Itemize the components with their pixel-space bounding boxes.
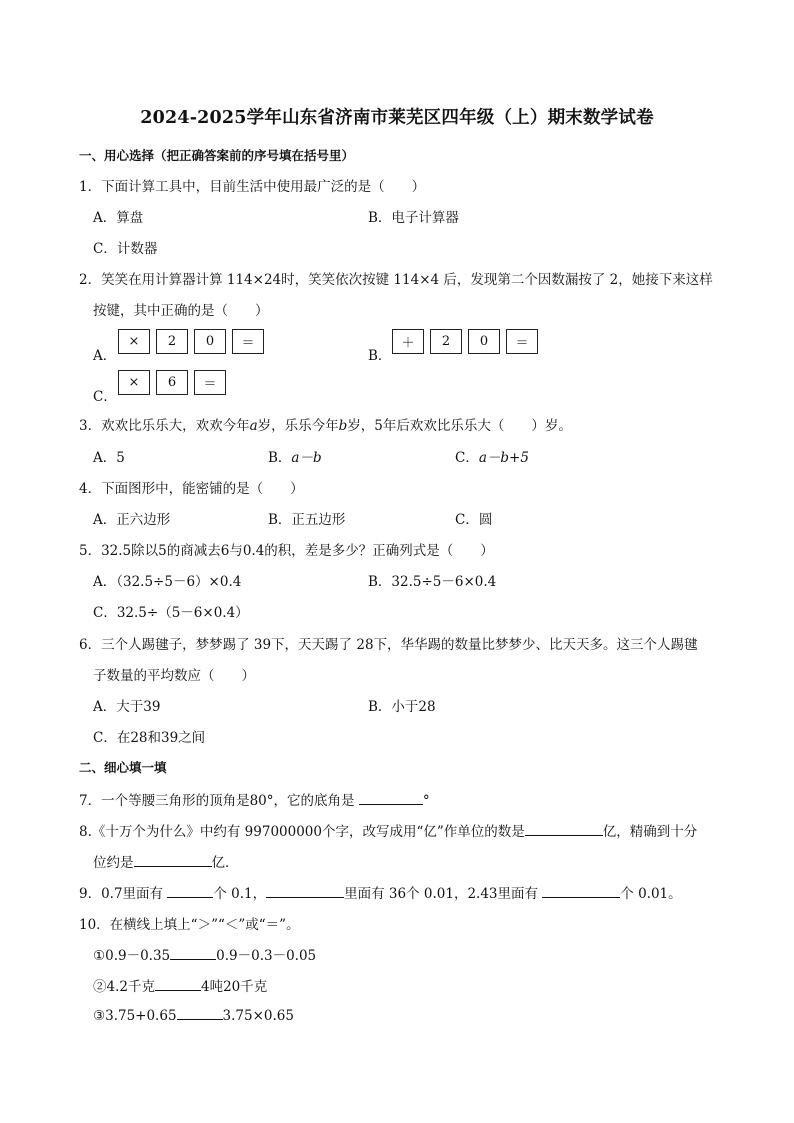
calculator-key: ＝ (194, 370, 226, 395)
question-4-stem: 4．下面图形中，能密铺的是（ ） (79, 481, 304, 497)
q8-text: 位约是 (93, 855, 134, 871)
q5-option-a: A．（32.5÷5－6）×0.4 (93, 574, 242, 590)
section-1-heading: 一、用心选择（把正确答案前的序号填在括号里） (79, 148, 355, 163)
q2-option-c-keys (118, 370, 232, 395)
q9-text: 9．0.7里面有 (79, 886, 168, 902)
question-6-stem-line1: 6．三个人踢毽子，梦梦踢了 39下，天天踢了 28下，华华踢的数量比梦梦少、比天天多。这三个人踢毽 (79, 637, 698, 653)
q6-option-b: B．小于28 (368, 699, 436, 715)
q3-text: 岁，5年后欢欢比乐乐大（ ）岁。 (347, 418, 572, 434)
q2-option-a-label: A． (93, 348, 117, 364)
q4-option-c: C．圆 (455, 512, 493, 528)
q6-option-c: C．在28和39之间 (93, 730, 206, 746)
calculator-key: 0 (194, 329, 226, 354)
calculator-key: 2 (430, 329, 462, 354)
q3-variable-b: b (338, 418, 348, 434)
question-2-stem-line2: 按键，其中正确的是（ ） (93, 303, 269, 319)
q1-option-a: A．算盘 (93, 210, 144, 226)
q4-option-b: B．正五边形 (268, 512, 346, 528)
question-9 (79, 882, 682, 902)
answer-blank[interactable] (266, 884, 344, 898)
calculator-key: ＝ (232, 329, 264, 354)
calculator-key: × (118, 329, 150, 354)
q3-text: 3．欢欢比乐乐大，欢欢今年 (79, 418, 250, 434)
question-1-stem: 1．下面计算工具中，目前生活中使用最广泛的是（ ） (79, 179, 426, 195)
q3-option-b-expr: a－b (291, 450, 322, 466)
q10-item-2 (93, 975, 267, 995)
q5-option-b: B．32.5÷5－6×0.4 (368, 574, 497, 590)
q1-option-b: B．电子计算器 (368, 210, 459, 226)
question-3-stem (79, 414, 572, 434)
q9-text: 个 0.01。 (620, 886, 682, 902)
q3-option-b (268, 446, 322, 466)
q10-item-left: ①0.9－0.35 (93, 948, 171, 964)
page-title: 2024-2025学年山东省济南市莱芜区四年级（上）期末数学试卷 (140, 108, 654, 128)
q3-option-c-label: C． (455, 450, 479, 466)
q9-text: 个 0.1， (213, 886, 267, 902)
q6-option-a: A．大于39 (93, 699, 161, 715)
q1-option-c: C．计数器 (93, 241, 158, 257)
q3-option-a: A．5 (93, 450, 125, 466)
question-8-line2 (93, 851, 239, 871)
q10-item-3 (93, 1006, 294, 1024)
answer-blank[interactable] (170, 946, 216, 960)
question-8-line1 (79, 820, 697, 840)
answer-blank[interactable] (542, 884, 620, 898)
q5-option-c: C．32.5÷（5－6×0.4） (93, 605, 249, 621)
q8-text: 8.《十万个为什么》中约有 997000000个字，改写成用“亿”作单位的数是 (79, 824, 525, 840)
calculator-key: 6 (156, 370, 188, 395)
calculator-key: ＋ (392, 329, 424, 354)
q7-text: ° (422, 793, 430, 809)
q10-item-left: ②4.2千克 (93, 979, 155, 995)
question-5-stem: 5．32.5除以5的商减去6与0.4的积，差是多少？正确列式是（ ） (79, 543, 494, 559)
calculator-key: 0 (468, 329, 500, 354)
answer-blank[interactable] (359, 791, 423, 805)
answer-blank[interactable] (177, 1006, 223, 1020)
answer-blank[interactable] (134, 853, 212, 867)
q10-item-left: ③3.75+0.65 (93, 1008, 177, 1024)
calculator-key: 2 (156, 329, 188, 354)
question-6-stem-line2: 子数量的平均数应（ ） (93, 668, 255, 684)
q10-item-1 (93, 944, 316, 964)
q10-item-right: 4吨20千克 (200, 979, 268, 995)
question-2-stem-line1: 2．笑笑在用计算器计算 114×24时，笑笑依次按键 114×4 后，发现第二个因数漏按了 2，她接下来这样 (79, 272, 713, 288)
answer-blank[interactable] (525, 822, 603, 836)
q3-variable-a: a (249, 418, 258, 434)
q10-item-right: 0.9－0.3－0.05 (216, 948, 317, 964)
answer-blank[interactable] (167, 884, 213, 898)
q2-option-b-keys (392, 329, 544, 354)
calculator-key: ＝ (506, 329, 538, 354)
question-7 (79, 789, 430, 809)
q4-option-a: A．正六边形 (93, 512, 171, 528)
q3-option-c-expr: a－b+5 (478, 450, 529, 466)
section-2-heading: 二、细心填一填 (79, 760, 167, 775)
answer-blank[interactable] (155, 977, 201, 991)
q3-text: 岁，乐乐今年 (257, 418, 339, 434)
q2-option-c-label: C． (93, 389, 117, 405)
q8-text: 亿． (211, 855, 239, 871)
q7-text: 7．一个等腰三角形的顶角是80°，它的底角是 (79, 793, 359, 809)
q10-item-right: 3.75×0.65 (222, 1008, 294, 1024)
q2-option-a-keys (118, 329, 270, 354)
q8-text: 亿，精确到十分 (602, 824, 698, 840)
q3-option-b-label: B． (268, 450, 292, 466)
q2-option-b-label: B． (368, 348, 392, 364)
q9-text: 里面有 36个 0.01，2.43里面有 (344, 886, 543, 902)
calculator-key: × (118, 370, 150, 395)
q3-option-c (455, 446, 529, 466)
question-10-stem: 10．在横线上填上“＞”“＜”或“＝”。 (79, 917, 300, 933)
